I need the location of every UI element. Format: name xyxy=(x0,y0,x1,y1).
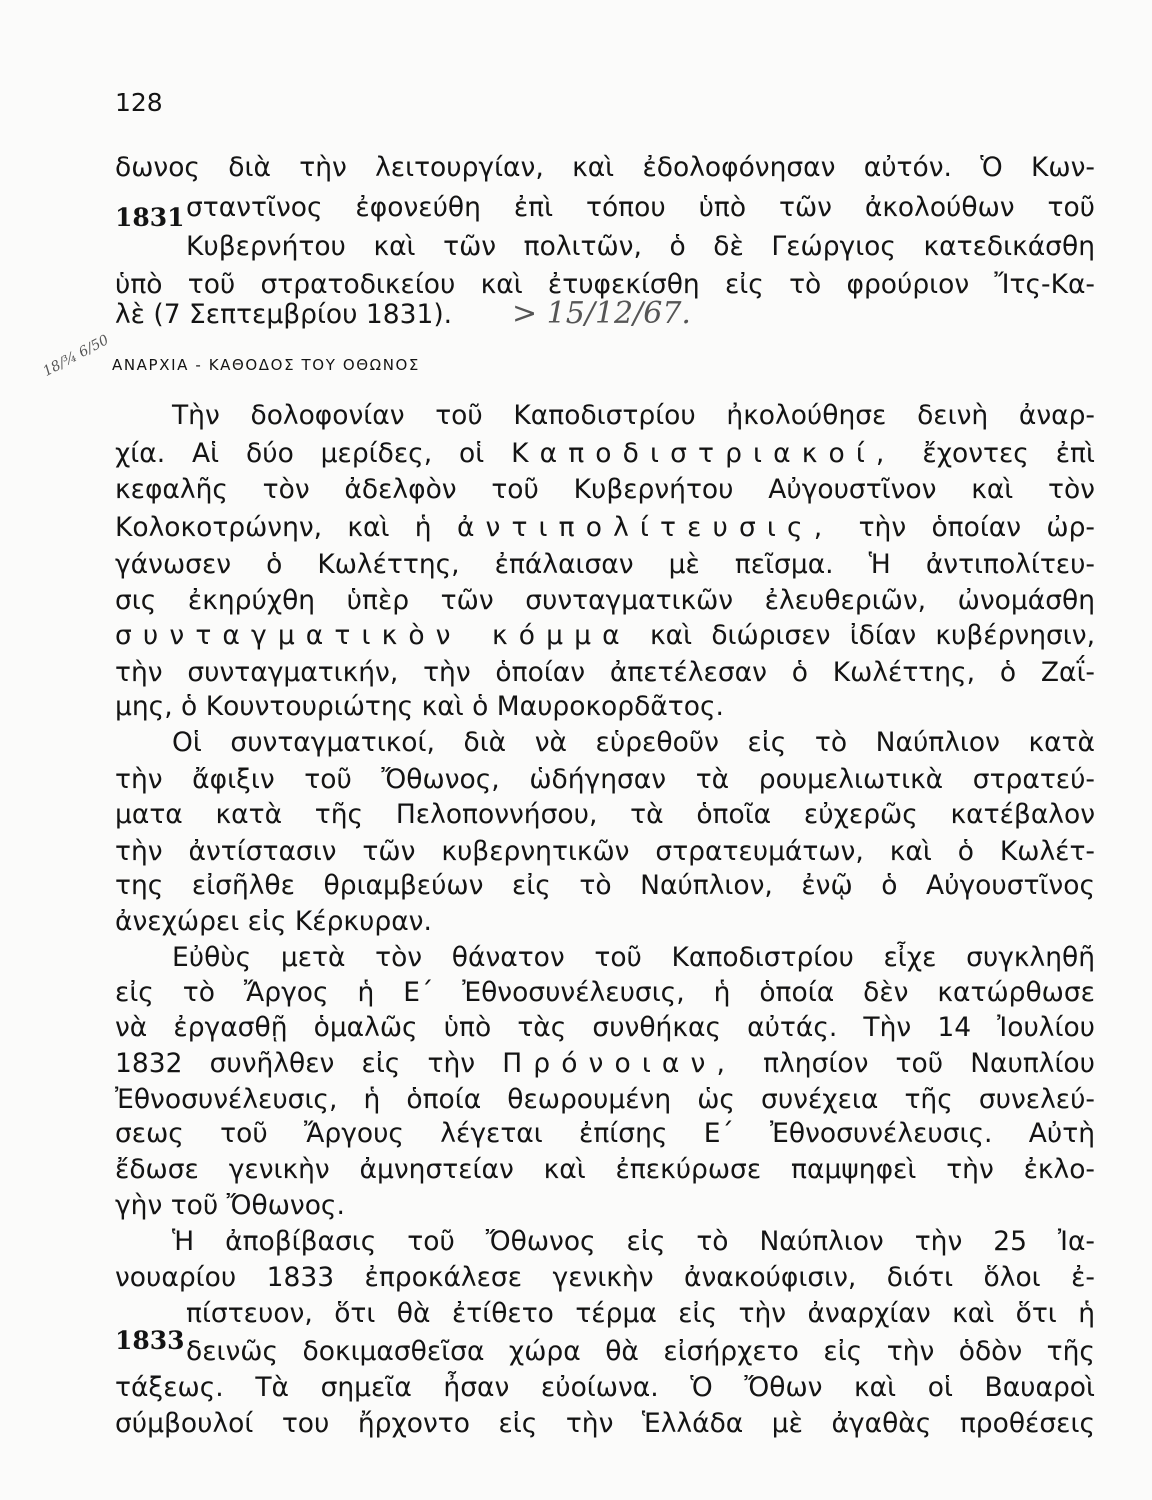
text-line: δωνος διὰ τὴν λειτουργίαν, καὶ ἐδολοφόνησαν αὐτόν. Ὁ Κων- xyxy=(115,152,1095,183)
page-number: 128 xyxy=(115,88,163,117)
text-line: εἰς τὸ Ἄργος ἡ Ε΄ Ἐθνοσυνέλευσις, ἡ ὁποία δὲν κατώρθωσε xyxy=(115,977,1095,1008)
spaced-term: Καποδιστριακοί, xyxy=(511,438,896,469)
text-line: τάξεως. Τὰ σημεῖα ἦσαν εὐοίωνα. Ὁ Ὄθων καὶ οἱ Βαυαροὶ xyxy=(115,1372,1095,1403)
spaced-term: Πρόνοιαν, xyxy=(502,1048,737,1079)
section-heading: ΑΝΑΡΧΙΑ - ΚΑΘΟΔΟΣ ΤΟΥ ΟΘΩΝΟΣ xyxy=(112,356,421,374)
text-line: τὴν ἄφιξιν τοῦ Ὄθωνος, ὡδήγησαν τὰ ρουμελιωτικὰ στρατεύ- xyxy=(115,764,1095,795)
text-line: ματα κατὰ τῆς Πελοποννήσου, τὰ ὁποῖα εὐχερῶς κατέβαλον xyxy=(115,799,1095,830)
text-line: Οἱ συνταγματικοί, διὰ νὰ εὑρεθοῦν εἰς τὸ Ναύπλιον κατὰ xyxy=(172,727,1095,758)
text-line: μης, ὁ Κουντουριώτης καὶ ὁ Μαυροκορδᾶτος. xyxy=(115,691,724,722)
year-margin-1831: 1831 xyxy=(115,203,185,232)
text-line: χία. Αἱ δύο μερίδες, οἱ Καποδιστριακοί, ἔχοντες ἐπὶ xyxy=(115,438,1095,469)
spaced-term: ἀντιπολίτευσις, xyxy=(456,512,834,543)
text-line: πίστευον, ὅτι θὰ ἐτίθετο τέρμα εἰς τὴν ἀναρχίαν καὶ ὅτι ἡ xyxy=(186,1298,1095,1329)
text-line: Κολοκοτρώνην, καὶ ἡ ἀντιπολίτευσις, τὴν ὁποίαν ὠρ- xyxy=(115,512,1095,543)
spaced-term: συνταγματικὸν κόμμα xyxy=(115,620,631,651)
text-line: ὑπὸ τοῦ στρατοδικείου καὶ ἐτυφεκίσθη εἰς τὸ φρούριον Ἴτς-Κα- xyxy=(115,269,1095,300)
handwritten-margin-note: 18/¾ 6/50 xyxy=(40,332,112,380)
text-line: ἀνεχώρει εἰς Κέρκυραν. xyxy=(115,906,432,937)
text-line: τὴν ἀντίστασιν τῶν κυβερνητικῶν στρατευμάτων, καὶ ὁ Κωλέτ- xyxy=(115,836,1095,867)
text-line: σεως τοῦ Ἄργους λέγεται ἐπίσης Ε΄ Ἐθνοσυνέλευσις. Αὐτὴ xyxy=(115,1118,1095,1149)
text-line: λὲ (7 Σεπτεμβρίου 1831). xyxy=(115,299,453,330)
text-line: ἔδωσε γενικὴν ἀμνηστείαν καὶ ἐπεκύρωσε παμψηφεὶ τὴν ἐκλο- xyxy=(115,1154,1095,1185)
text-line: 1832 συνῆλθεν εἰς τὴν Πρόνοιαν, πλησίον τοῦ Ναυπλίου xyxy=(115,1048,1095,1079)
text-line: Ἡ ἀποβίβασις τοῦ Ὄθωνος εἰς τὸ Ναύπλιον τὴν 25 Ἰα- xyxy=(172,1226,1095,1257)
year-margin-1833: 1833 xyxy=(115,1326,185,1355)
handwritten-date-note: > 15/12/67. xyxy=(512,296,691,331)
text-line: νὰ ἐργασθῇ ὁμαλῶς ὑπὸ τὰς συνθήκας αὐτάς. Τὴν 14 Ἰουλίου xyxy=(115,1012,1095,1043)
text-line: νουαρίου 1833 ἐπροκάλεσε γενικὴν ἀνακούφισιν, διότι ὅλοι ἐ- xyxy=(115,1262,1095,1293)
text-line: σύμβουλοί του ἤρχοντο εἰς τὴν Ἑλλάδα μὲ ἀγαθὰς προθέσεις xyxy=(115,1408,1095,1439)
text-line: γὴν τοῦ Ὄθωνος. xyxy=(115,1190,345,1221)
text-line: τὴν συνταγματικήν, τὴν ὁποίαν ἀπετέλεσαν ὁ Κωλέττης, ὁ Ζαΐ- xyxy=(115,657,1095,688)
text-line: Ἐθνοσυνέλευσις, ἡ ὁποία θεωρουμένη ὡς συνέχεια τῆς συνελεύ- xyxy=(115,1084,1095,1115)
text-line: Τὴν δολοφονίαν τοῦ Καποδιστρίου ἠκολούθησε δεινὴ ἀναρ- xyxy=(172,400,1095,431)
text-line: Εὐθὺς μετὰ τὸν θάνατον τοῦ Καποδιστρίου εἶχε συγκληθῆ xyxy=(172,942,1095,973)
text-line: σταντῖνος ἐφονεύθη ἐπὶ τόπου ὑπὸ τῶν ἀκολούθων τοῦ xyxy=(186,192,1095,223)
text-line: σις ἐκηρύχθη ὑπὲρ τῶν συνταγματικῶν ἐλευθεριῶν, ὠνομάσθη xyxy=(115,585,1095,616)
text-line: δεινῶς δοκιμασθεῖσα χώρα θὰ εἰσήρχετο εἰς τὴν ὁδὸν τῆς xyxy=(186,1336,1095,1367)
text-line: της εἰσῆλθε θριαμβεύων εἰς τὸ Ναύπλιον, ἐνῷ ὁ Αὐγουστῖνος xyxy=(115,870,1095,901)
text-line: γάνωσεν ὁ Κωλέττης, ἐπάλαισαν μὲ πεῖσμα. Ἡ ἀντιπολίτευ- xyxy=(115,549,1095,580)
text-line: Κυβερνήτου καὶ τῶν πολιτῶν, ὁ δὲ Γεώργιος κατεδικάσθη xyxy=(186,231,1095,262)
text-line: κεφαλῆς τὸν ἀδελφὸν τοῦ Κυβερνήτου Αὐγουστῖνον καὶ τὸν xyxy=(115,474,1095,505)
text-line: συνταγματικὸν κόμμα καὶ διώρισεν ἰδίαν κυβέρνησιν, xyxy=(115,620,1095,651)
